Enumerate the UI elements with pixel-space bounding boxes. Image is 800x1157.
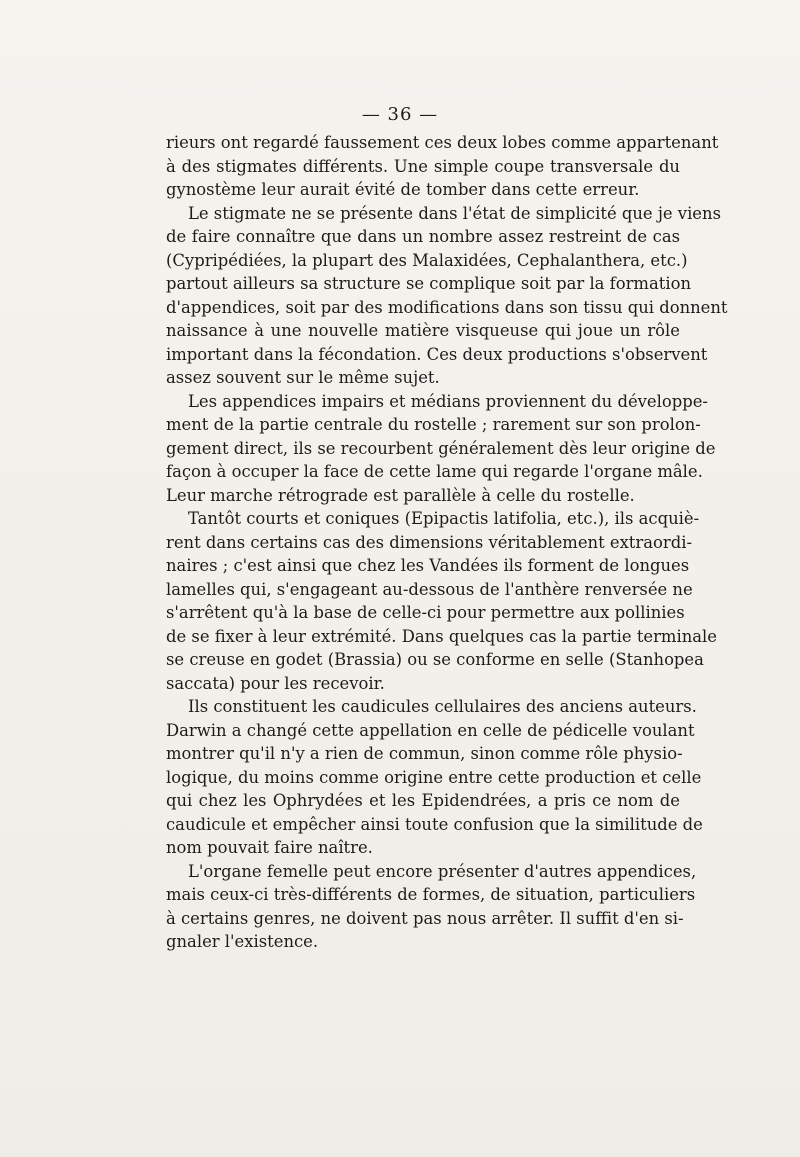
text-line: gynostème leur aurait évité de tomber dans cette erreur. [166,180,640,199]
text-line: Le stigmate ne se présente dans l'état de simplicité que je viens [188,203,721,223]
paragraph [166,202,728,390]
text-line: montrer qu'il n'y a rien de commun, sinon comme rôle physio- [166,744,683,763]
text-line: à des stigmates différents. Une simple coupe transversale du [166,156,680,176]
text-line: logique, du moins comme origine entre cette production et celle [166,767,702,787]
paragraph [166,507,717,695]
text-line: saccata) pour les recevoir. [166,673,385,693]
text-line: L'organe femelle peut encore présenter d'autres appendices, [188,861,697,881]
text-line: qui chez les Ophrydées et les Epidendrées, a pris ce nom de [166,791,680,810]
text-line: de faire connaître que dans un nombre assez restreint de cas [166,227,680,246]
page-number: — 36 — [361,104,439,125]
text-line: naissance à une nouvelle matière visqueuse qui joue un rôle [166,321,680,340]
text-line: Les appendices impairs et médians proviennent du développe- [188,391,708,411]
text-line: façon à occuper la face de cette lame qui regarde l'organe mâle. [166,462,703,481]
body-text [166,131,728,954]
text-line: Leur marche rétrograde est parallèle à celle du rostelle. [166,485,635,505]
text-line: Darwin a changé cette appellation en celle de pédicelle voulant [166,720,695,740]
text-line: à certains genres, ne doivent pas nous arrêter. Il suffit d'en si- [166,908,684,928]
text-line: ment de la partie centrale du rostelle ; rarement sur son prolon- [166,415,701,434]
paragraph [166,390,716,508]
text-line: caudicule et empêcher ainsi toute confusion que la similitude de [166,814,703,834]
text-line: d'appendices, soit par des modifications dans son tissu qui donnent [166,297,728,317]
text-line: important dans la fécondation. Ces deux productions s'observent [166,344,708,364]
text-line: nom pouvait faire naître. [166,838,373,857]
text-line: Tantôt courts et coniques (Epipactis latifolia, etc.), ils acquiè- [188,509,700,528]
text-line: Ils constituent les caudicules cellulaires des anciens auteurs. [188,697,697,716]
text-line: s'arrêtent qu'à la base de celle-ci pour permettre aux pollinies [166,603,685,622]
text-line: gement direct, ils se recourbent généralement dès leur origine de [166,438,716,458]
text-line: de se fixer à leur extrémité. Dans quelques cas la partie terminale [166,626,717,646]
paragraph [166,695,703,860]
text-line: se creuse en godet (Brassia) ou se conforme en selle (Stanhopea [166,650,704,669]
text-line: (Cypripédiées, la plupart des Malaxidées, Cephalanthera, etc.) [166,250,688,270]
text-line: partout ailleurs sa structure se complique soit par la formation [166,274,692,293]
paragraph [166,131,719,202]
text-line: rent dans certains cas des dimensions véritablement extraordi- [166,532,692,552]
text-line: mais ceux-ci très-différents de formes, de situation, particuliers [166,885,696,904]
text-line: naires ; c'est ainsi que chez les Vandées ils forment de longues [166,556,690,575]
text-line: gnaler l'existence. [166,932,319,951]
text-line: rieurs ont regardé faussement ces deux lobes comme appartenant [166,133,719,152]
paragraph [166,860,697,954]
text-line: lamelles qui, s'engageant au-dessous de l'anthère renversée ne [166,579,693,599]
text-line: assez souvent sur le même sujet. [166,368,440,387]
